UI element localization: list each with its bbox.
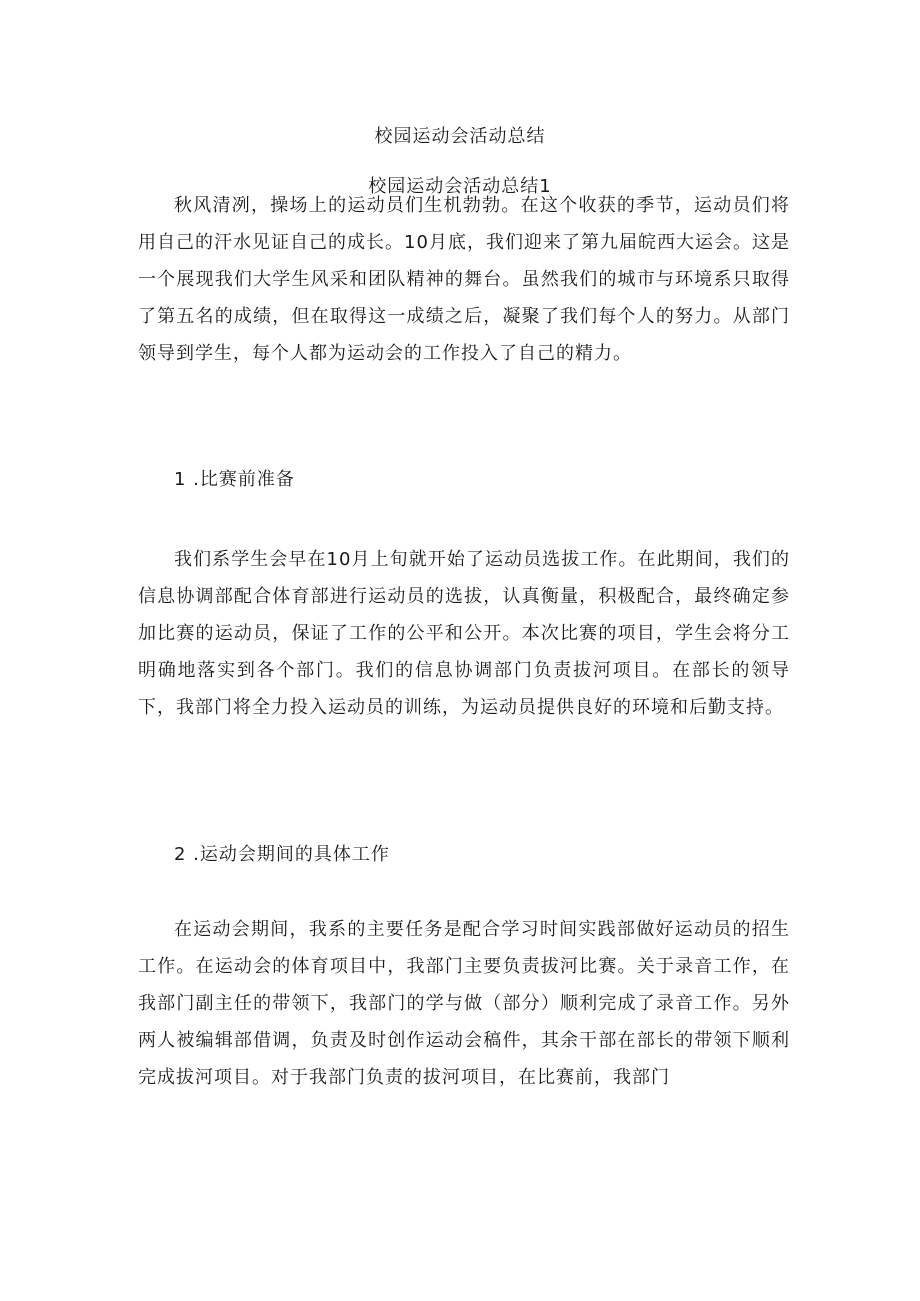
document-subtitle: 校园运动会活动总结1 [368, 176, 552, 197]
document-title: 校园运动会活动总结 [374, 126, 546, 147]
section-heading-2: 2 .运动会期间的具体工作 [174, 844, 390, 865]
section-2-paragraph: 在运动会期间，我系的主要任务是配合学习时间实践部做好运动员的招生工作。在运动会的体育项目中，我部门主要负责拔河比赛。关于录音工作，在我部门副主任的带领下，我部门的学与做（部分）顺利完成了录音工作。另外两人被编辑部借调，负责及时创作运动会稿件，其余干部在部长的带领下顺利完成拔河项目。对于我部门负责的拔河项目，在比赛前，我部门 [138, 919, 790, 1088]
section-1-paragraph: 我们系学生会早在10月上旬就开始了运动员选拔工作。在此期间，我们的信息协调部配合体育部进行运动员的选拔，认真衡量，积极配合，最终确定参加比赛的运动员，保证了工作的公平和公开。本次比赛的项目，学生会将分工明确地落实到各个部门。我们的信息协调部门负责拔河项目。在部长的领导下，我部门将全力投入运动员的训练，为运动员提供良好的环境和后勤支持。 [138, 549, 790, 718]
intro-paragraph: 秋风清冽，操场上的运动员们生机勃勃。在这个收获的季节，运动员们将用自己的汗水见证自己的成长。10月底，我们迎来了第九届皖西大运会。这是一个展现我们大学生风采和团队精神的舞台。虽然我们的城市与环境系只取得了第五名的成绩，但在取得这一成绩之后，凝聚了我们每个人的努力。从部门领导到学生，每个人都为运动会的工作投入了自己的精力。 [138, 195, 790, 364]
section-heading-1: 1 .比赛前准备 [174, 469, 295, 490]
